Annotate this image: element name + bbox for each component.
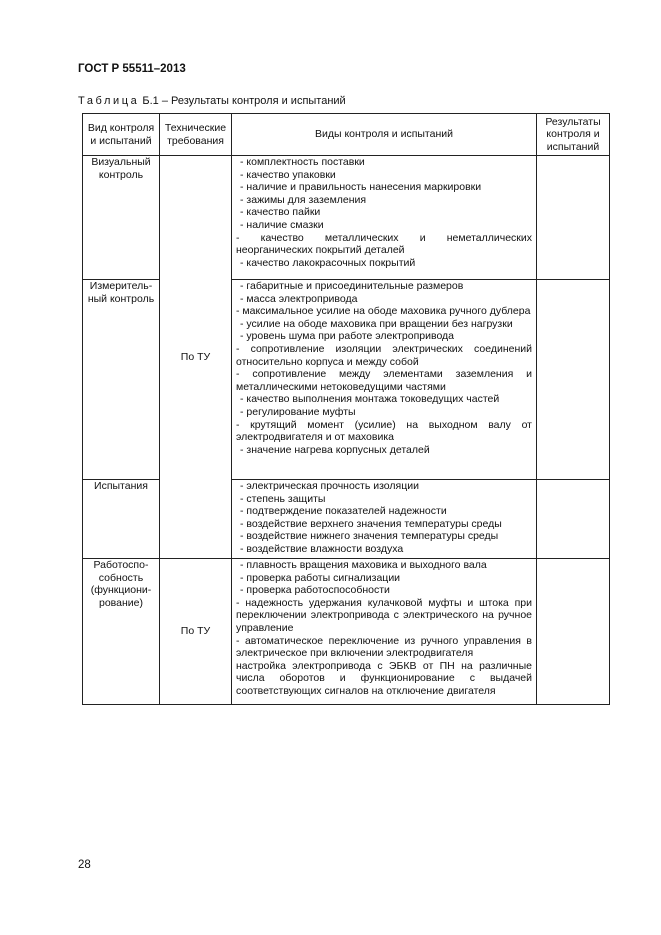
list-item: настройка электропривода с ЭБКВ от ПН на различные числа оборотов и функционирование с выдачей соответствующих сигналов на отключение двигателя (236, 659, 532, 697)
result-cell (537, 280, 610, 480)
list-item: - габаритные и присоединительные размеров (240, 280, 464, 292)
result-cell (537, 156, 610, 280)
list-item: - уровень шума при работе электропривода (240, 330, 455, 343)
list-item: - комплектность поставки (240, 156, 365, 168)
list-item: - наличие и правильность нанесения маркировки (240, 181, 482, 194)
column-header-kinds: Виды контроля и испытаний (232, 114, 537, 156)
table-header-row (83, 114, 610, 156)
list-item: - проверка работоспособности (240, 584, 390, 597)
list-item: - наличие смазки (240, 218, 324, 231)
row-type-visual: Визуальный контроль (83, 156, 160, 280)
list-item: - качество выполнения монтажа токоведущих частей (240, 393, 500, 406)
list-item: - значение нагрева корпусных деталей (240, 443, 430, 456)
document-standard-number: ГОСТ Р 55511–2013 (78, 63, 186, 75)
table-caption (78, 95, 346, 107)
table-caption-word: Таблица (78, 95, 140, 107)
row-items-tests (232, 480, 537, 559)
list-item: - регулирование муфты (240, 405, 356, 418)
list-item: - степень защиты (240, 492, 326, 505)
list-item: - воздействие влажности воздуха (240, 542, 404, 555)
results-table (82, 113, 610, 705)
list-item: - сопротивление между элементами заземления и металлическими нетоковедущими частями (236, 368, 532, 393)
row-type-tests: Испытания (83, 480, 160, 559)
list-item: - подтверждение показателей надежности (240, 505, 447, 518)
tech-requirement-cell: По ТУ (160, 559, 232, 705)
list-item: - проверка работы сигнализации (240, 571, 401, 584)
list-item: - воздействие нижнего значения температуры среды (240, 530, 499, 543)
list-item: - зажимы для заземления (240, 193, 367, 206)
tech-requirement-cell: По ТУ (160, 156, 232, 559)
table-row (83, 559, 610, 705)
column-header-results: Результаты контроля и испытаний (537, 114, 610, 156)
row-type-operability: Работоспо-собность (функциони-рование) (83, 559, 160, 705)
row-items-visual (232, 156, 537, 280)
row-items-measuring (232, 280, 537, 480)
list-item: - надежность удержания кулачковой муфты и штока при переключении электропривода с электрического на ручное управление (236, 596, 532, 634)
page-number: 28 (78, 859, 91, 871)
list-item: - крутящий момент (усилие) на выходном валу от электродвигателя и от маховика (236, 418, 532, 444)
row-type-measuring: Измеритель-ный контроль (83, 280, 160, 480)
list-item: - сопротивление изоляции электрических соединений относительно корпуса и между собой (236, 342, 532, 368)
list-item: - усилие на ободе маховика при вращении без нагрузки (240, 317, 513, 330)
list-item: - качество лакокрасочных покрытий (240, 256, 416, 269)
result-cell (537, 480, 610, 559)
list-item: - максимальное усилие на ободе маховика ручного дублера (236, 305, 531, 318)
list-item: - воздействие верхнего значения температуры среды (240, 517, 502, 530)
column-header-requirements: Технические требования (160, 114, 232, 156)
list-item: - качество металлических и неметаллических неорганических покрытий деталей (236, 231, 532, 257)
list-item: - масса электропривода (240, 292, 358, 305)
table-row (83, 156, 610, 280)
column-header-type: Вид контроля и испытаний (83, 114, 160, 156)
result-cell (537, 559, 610, 705)
list-item: - автоматическое переключение из ручного управления в электрическое при включении электродвигателя (236, 634, 532, 660)
list-item: - электрическая прочность изоляции (240, 480, 419, 492)
row-items-operability (232, 559, 537, 705)
table-caption-title: Б.1 – Результаты контроля и испытаний (139, 95, 346, 107)
list-item: - качество пайки (240, 206, 321, 219)
list-item: - качество упаковки (240, 168, 336, 181)
list-item: - плавность вращения маховика и выходного вала (240, 559, 487, 571)
